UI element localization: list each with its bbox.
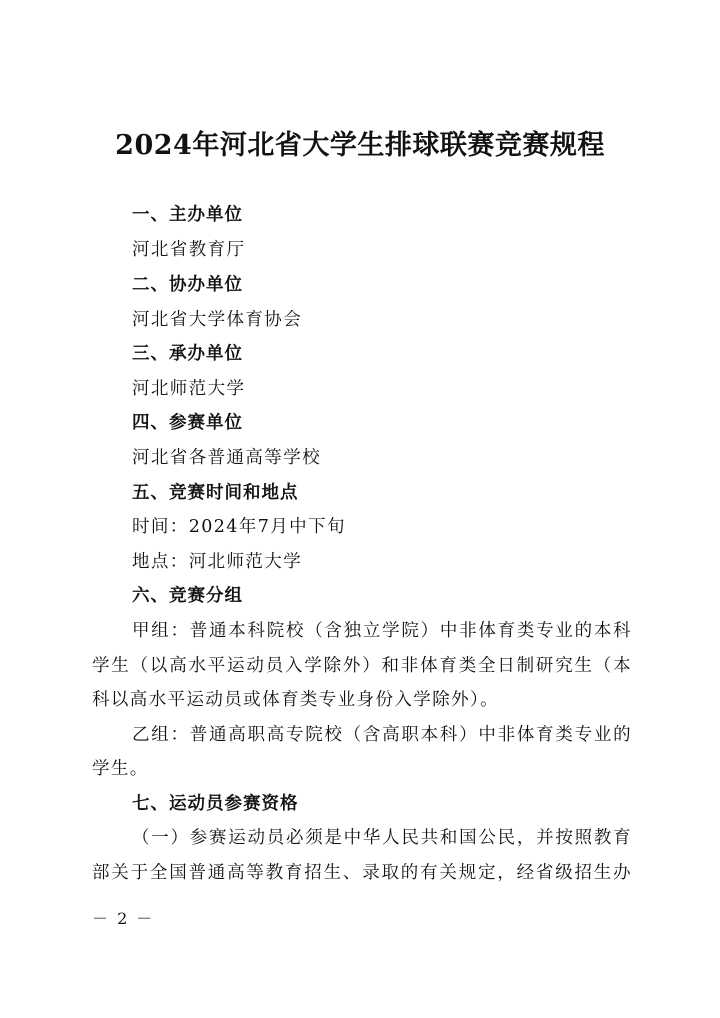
- section-body-group-a-line-2: 学生（以高水平运动员入学除外）和非体育类全日制研究生（本: [92, 656, 632, 676]
- section-heading-organizer: 一、主办单位: [132, 205, 243, 225]
- section-body-eligibility-line-2: 部关于全国普通高等教育招生、录取的有关规定，经省级招生办: [92, 863, 632, 883]
- section-body-place: 地点：河北师范大学: [132, 552, 303, 572]
- section-body-host: 河北师范大学: [132, 379, 246, 399]
- section-body-time: 时间：2024年7月中下旬: [132, 517, 346, 537]
- document-title: 2024年河北省大学生排球联赛竞赛规程: [115, 130, 605, 161]
- section-body-participants: 河北省各普通高等学校: [132, 448, 321, 468]
- section-heading-groups: 六、竞赛分组: [132, 586, 243, 606]
- section-body-group-b-line-2: 学生。: [92, 759, 149, 779]
- section-heading-co-organizer: 二、协办单位: [132, 275, 243, 295]
- section-heading-time-place: 五、竞赛时间和地点: [132, 483, 299, 503]
- section-body-eligibility-line-1: （一）参赛运动员必须是中华人民共和国公民，并按照教育: [132, 828, 632, 848]
- section-heading-eligibility: 七、运动员参赛资格: [132, 794, 299, 814]
- section-heading-host: 三、承办单位: [132, 344, 243, 364]
- section-body-co-organizer: 河北省大学体育协会: [132, 310, 303, 330]
- section-heading-participants: 四、参赛单位: [132, 413, 243, 433]
- section-body-organizer: 河北省教育厅: [132, 240, 246, 260]
- page-number: － 2 －: [92, 909, 155, 928]
- section-body-group-a-line-1: 甲组：普通本科院校（含独立学院）中非体育类专业的本科: [132, 621, 632, 641]
- section-body-group-b-line-1: 乙组：普通高职高专院校（含高职本科）中非体育类专业的: [132, 725, 632, 745]
- section-body-group-a-line-3: 科以高水平运动员或体育类专业身份入学除外）。: [92, 690, 500, 710]
